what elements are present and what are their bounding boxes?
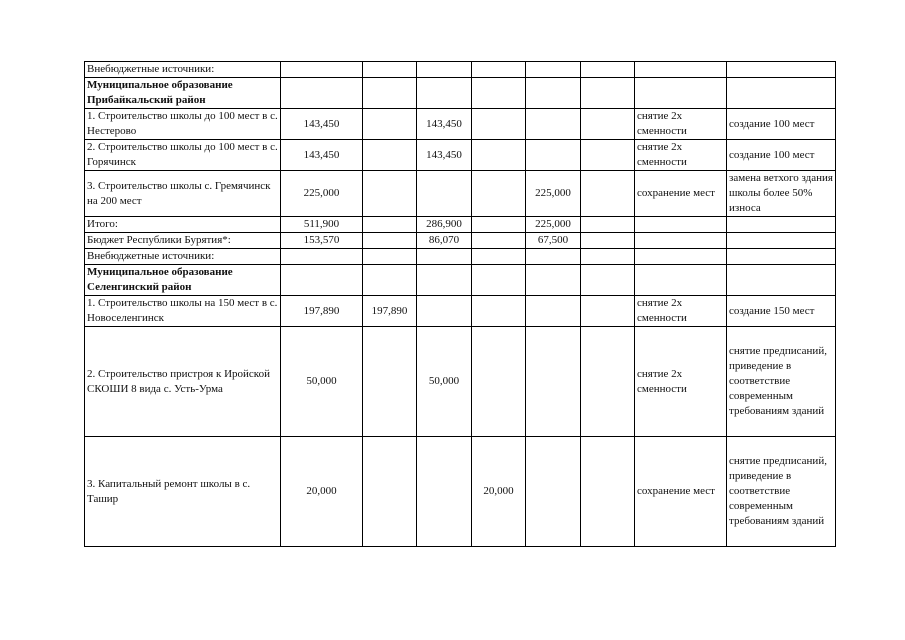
cell: сохранение мест <box>635 437 727 547</box>
row-label: 3. Капитальный ремонт школы в с. Ташир <box>85 437 281 547</box>
cell: снятие 2х сменности <box>635 140 727 171</box>
cell <box>417 249 472 265</box>
section-heading: Муниципальное образование Прибайкальский район <box>85 78 281 109</box>
cell <box>363 437 417 547</box>
cell: 67,500 <box>526 233 581 249</box>
cell <box>526 437 581 547</box>
cell: 143,450 <box>417 109 472 140</box>
cell: 143,450 <box>417 140 472 171</box>
cell <box>635 233 727 249</box>
table-row <box>85 233 836 249</box>
cell <box>281 249 363 265</box>
cell <box>727 249 836 265</box>
table-row <box>85 78 836 109</box>
table-row <box>85 217 836 233</box>
cell: 286,900 <box>417 217 472 233</box>
cell <box>526 109 581 140</box>
cell <box>363 217 417 233</box>
cell: 197,890 <box>363 296 417 327</box>
cell: 20,000 <box>281 437 363 547</box>
table-row <box>85 437 836 547</box>
cell <box>526 327 581 437</box>
cell <box>363 62 417 78</box>
cell <box>472 217 526 233</box>
cell: 153,570 <box>281 233 363 249</box>
cell <box>363 171 417 217</box>
cell: 225,000 <box>281 171 363 217</box>
cell <box>363 140 417 171</box>
cell <box>363 233 417 249</box>
cell <box>727 78 836 109</box>
cell <box>472 327 526 437</box>
cell <box>635 265 727 296</box>
row-label: 2. Строительство пристроя к Иройской СКОШИ 8 вида с. Усть-Урма <box>85 327 281 437</box>
budget-table <box>84 61 836 547</box>
cell <box>281 62 363 78</box>
table-row <box>85 327 836 437</box>
cell <box>581 265 635 296</box>
cell: 197,890 <box>281 296 363 327</box>
cell: 511,900 <box>281 217 363 233</box>
cell <box>581 109 635 140</box>
cell <box>417 62 472 78</box>
cell: 143,450 <box>281 109 363 140</box>
cell <box>526 62 581 78</box>
cell: 143,450 <box>281 140 363 171</box>
row-label: Бюджет Республики Бурятия*: <box>85 233 281 249</box>
cell <box>472 296 526 327</box>
cell <box>581 217 635 233</box>
cell: снятие предписаний, приведение в соответствие современным требованиям зданий <box>727 437 836 547</box>
cell <box>581 249 635 265</box>
cell <box>581 171 635 217</box>
cell <box>417 265 472 296</box>
cell: снятие предписаний, приведение в соответствие современным требованиям зданий <box>727 327 836 437</box>
budget-table-sheet <box>84 61 836 547</box>
cell: 225,000 <box>526 217 581 233</box>
cell <box>526 296 581 327</box>
cell <box>363 265 417 296</box>
cell <box>472 62 526 78</box>
cell: создание 100 мест <box>727 109 836 140</box>
cell <box>417 296 472 327</box>
cell <box>472 78 526 109</box>
cell <box>581 233 635 249</box>
cell: замена ветхого здания школы более 50% износа <box>727 171 836 217</box>
cell <box>472 171 526 217</box>
section-heading: Муниципальное образование Селенгинский район <box>85 265 281 296</box>
table-row <box>85 62 836 78</box>
cell <box>417 171 472 217</box>
cell <box>635 249 727 265</box>
cell <box>581 78 635 109</box>
row-label: 3. Строительство школы с. Гремячинск на 200 мест <box>85 171 281 217</box>
cell <box>417 437 472 547</box>
row-label: Внебюджетные источники: <box>85 62 281 78</box>
cell: создание 150 мест <box>727 296 836 327</box>
cell <box>635 217 727 233</box>
cell <box>363 78 417 109</box>
cell: 225,000 <box>526 171 581 217</box>
cell <box>635 78 727 109</box>
cell <box>472 265 526 296</box>
cell: 50,000 <box>417 327 472 437</box>
cell <box>472 140 526 171</box>
table-row <box>85 296 836 327</box>
cell <box>727 217 836 233</box>
cell <box>417 78 472 109</box>
cell: 50,000 <box>281 327 363 437</box>
cell <box>581 140 635 171</box>
row-label: 2. Строительство школы до 100 мест в с. Горячинск <box>85 140 281 171</box>
cell: сохранение мест <box>635 171 727 217</box>
cell <box>281 78 363 109</box>
cell <box>526 78 581 109</box>
table-row <box>85 249 836 265</box>
cell <box>727 62 836 78</box>
table-row <box>85 140 836 171</box>
cell <box>581 62 635 78</box>
cell <box>281 265 363 296</box>
cell: 86,070 <box>417 233 472 249</box>
cell <box>526 265 581 296</box>
cell <box>635 62 727 78</box>
cell: снятие 2х сменности <box>635 296 727 327</box>
table-row <box>85 265 836 296</box>
table-row <box>85 171 836 217</box>
cell <box>472 249 526 265</box>
cell <box>363 109 417 140</box>
row-label: 1. Строительство школы до 100 мест в с. Нестерово <box>85 109 281 140</box>
row-label: Итого: <box>85 217 281 233</box>
cell <box>581 437 635 547</box>
cell: создание 100 мест <box>727 140 836 171</box>
cell <box>526 249 581 265</box>
row-label: 1. Строительство школы на 150 мест в с. Новоселенгинск <box>85 296 281 327</box>
table-row <box>85 109 836 140</box>
cell: снятие 2х сменности <box>635 109 727 140</box>
cell: снятие 2х сменности <box>635 327 727 437</box>
cell <box>581 327 635 437</box>
cell <box>581 296 635 327</box>
row-label: Внебюджетные источники: <box>85 249 281 265</box>
cell <box>363 249 417 265</box>
cell <box>727 233 836 249</box>
cell <box>472 109 526 140</box>
cell: 20,000 <box>472 437 526 547</box>
cell <box>526 140 581 171</box>
cell <box>472 233 526 249</box>
cell <box>363 327 417 437</box>
cell <box>727 265 836 296</box>
